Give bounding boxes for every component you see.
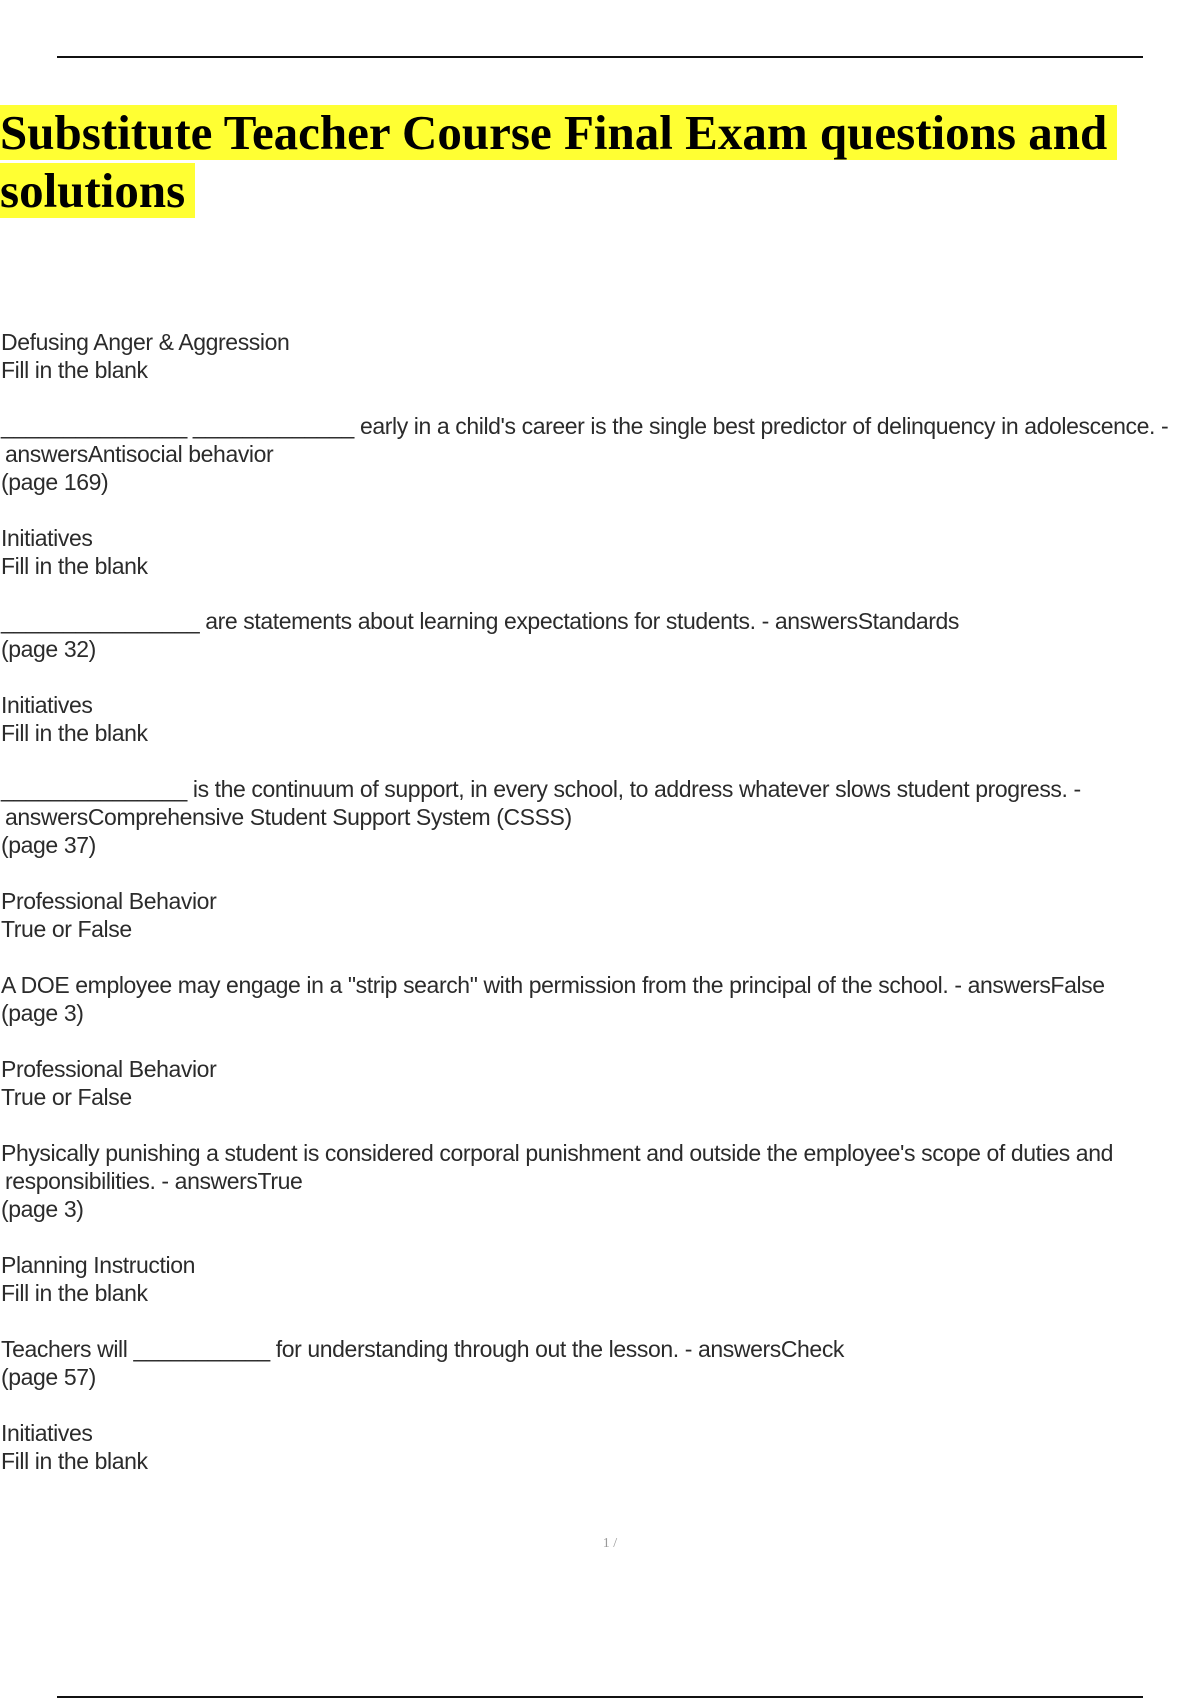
page-reference: (page 3) [1,1196,84,1222]
page-reference: (page 3) [1,1000,84,1026]
question-text: Teachers will ___________ for understanding through out the lesson. - answersCheck [1,1336,845,1362]
question-type: Fill in the blank [1,553,148,579]
page-number: 1 / [602,1536,618,1551]
question-answer: answersComprehensive Student Support System (CSSS) [5,804,572,830]
question-type: Fill in the blank [1,1280,148,1306]
question-type: Fill in the blank [1,720,148,746]
question-answer: responsibilities. - answersTrue [5,1168,303,1194]
question-category: Initiatives [1,692,93,718]
question-type: Fill in the blank [1,1448,148,1474]
question-block [1,1055,1196,1223]
question-type: True or False [1,916,132,942]
question-block [1,328,1196,496]
page-reference: (page 37) [1,832,96,858]
question-text: Physically punishing a student is considered corporal punishment and outside the employee's scope of duties and [1,1140,1113,1166]
question-block [1,1419,1196,1475]
title-highlight: Substitute Teacher Course Final Exam questions and solutions [0,105,1117,218]
question-category: Planning Instruction [1,1252,196,1278]
footer-rule [57,1696,1143,1698]
question-category: Professional Behavior [1,1056,217,1082]
question-text: _______________ _____________ early in a child's career is the single best predictor of delinquency in adolescence. - [1,413,1169,439]
page-reference: (page 57) [1,1364,96,1390]
question-block [1,887,1196,1027]
document-body [1,328,1196,1475]
question-block [1,524,1196,663]
question-type: True or False [1,1084,132,1110]
question-text: _______________ is the continuum of support, in every school, to address whatever slows student progress. - [1,776,1081,802]
question-category: Professional Behavior [1,888,217,914]
question-category: Initiatives [1,525,93,551]
question-text: ________________ are statements about learning expectations for students. - answersStandards [1,608,959,634]
question-type: Fill in the blank [1,357,148,383]
question-category: Initiatives [1,1420,93,1446]
question-text: A DOE employee may engage in a "strip search" with permission from the principal of the school. - answersFalse [1,972,1105,998]
question-block [1,691,1196,859]
page-reference: (page 32) [1,636,96,662]
question-answer: answersAntisocial behavior [5,441,274,467]
question-category: Defusing Anger & Aggression [1,329,290,355]
document-title [0,104,1150,220]
page-reference: (page 169) [1,469,109,495]
question-block [1,1251,1196,1391]
header-rule [57,56,1143,58]
